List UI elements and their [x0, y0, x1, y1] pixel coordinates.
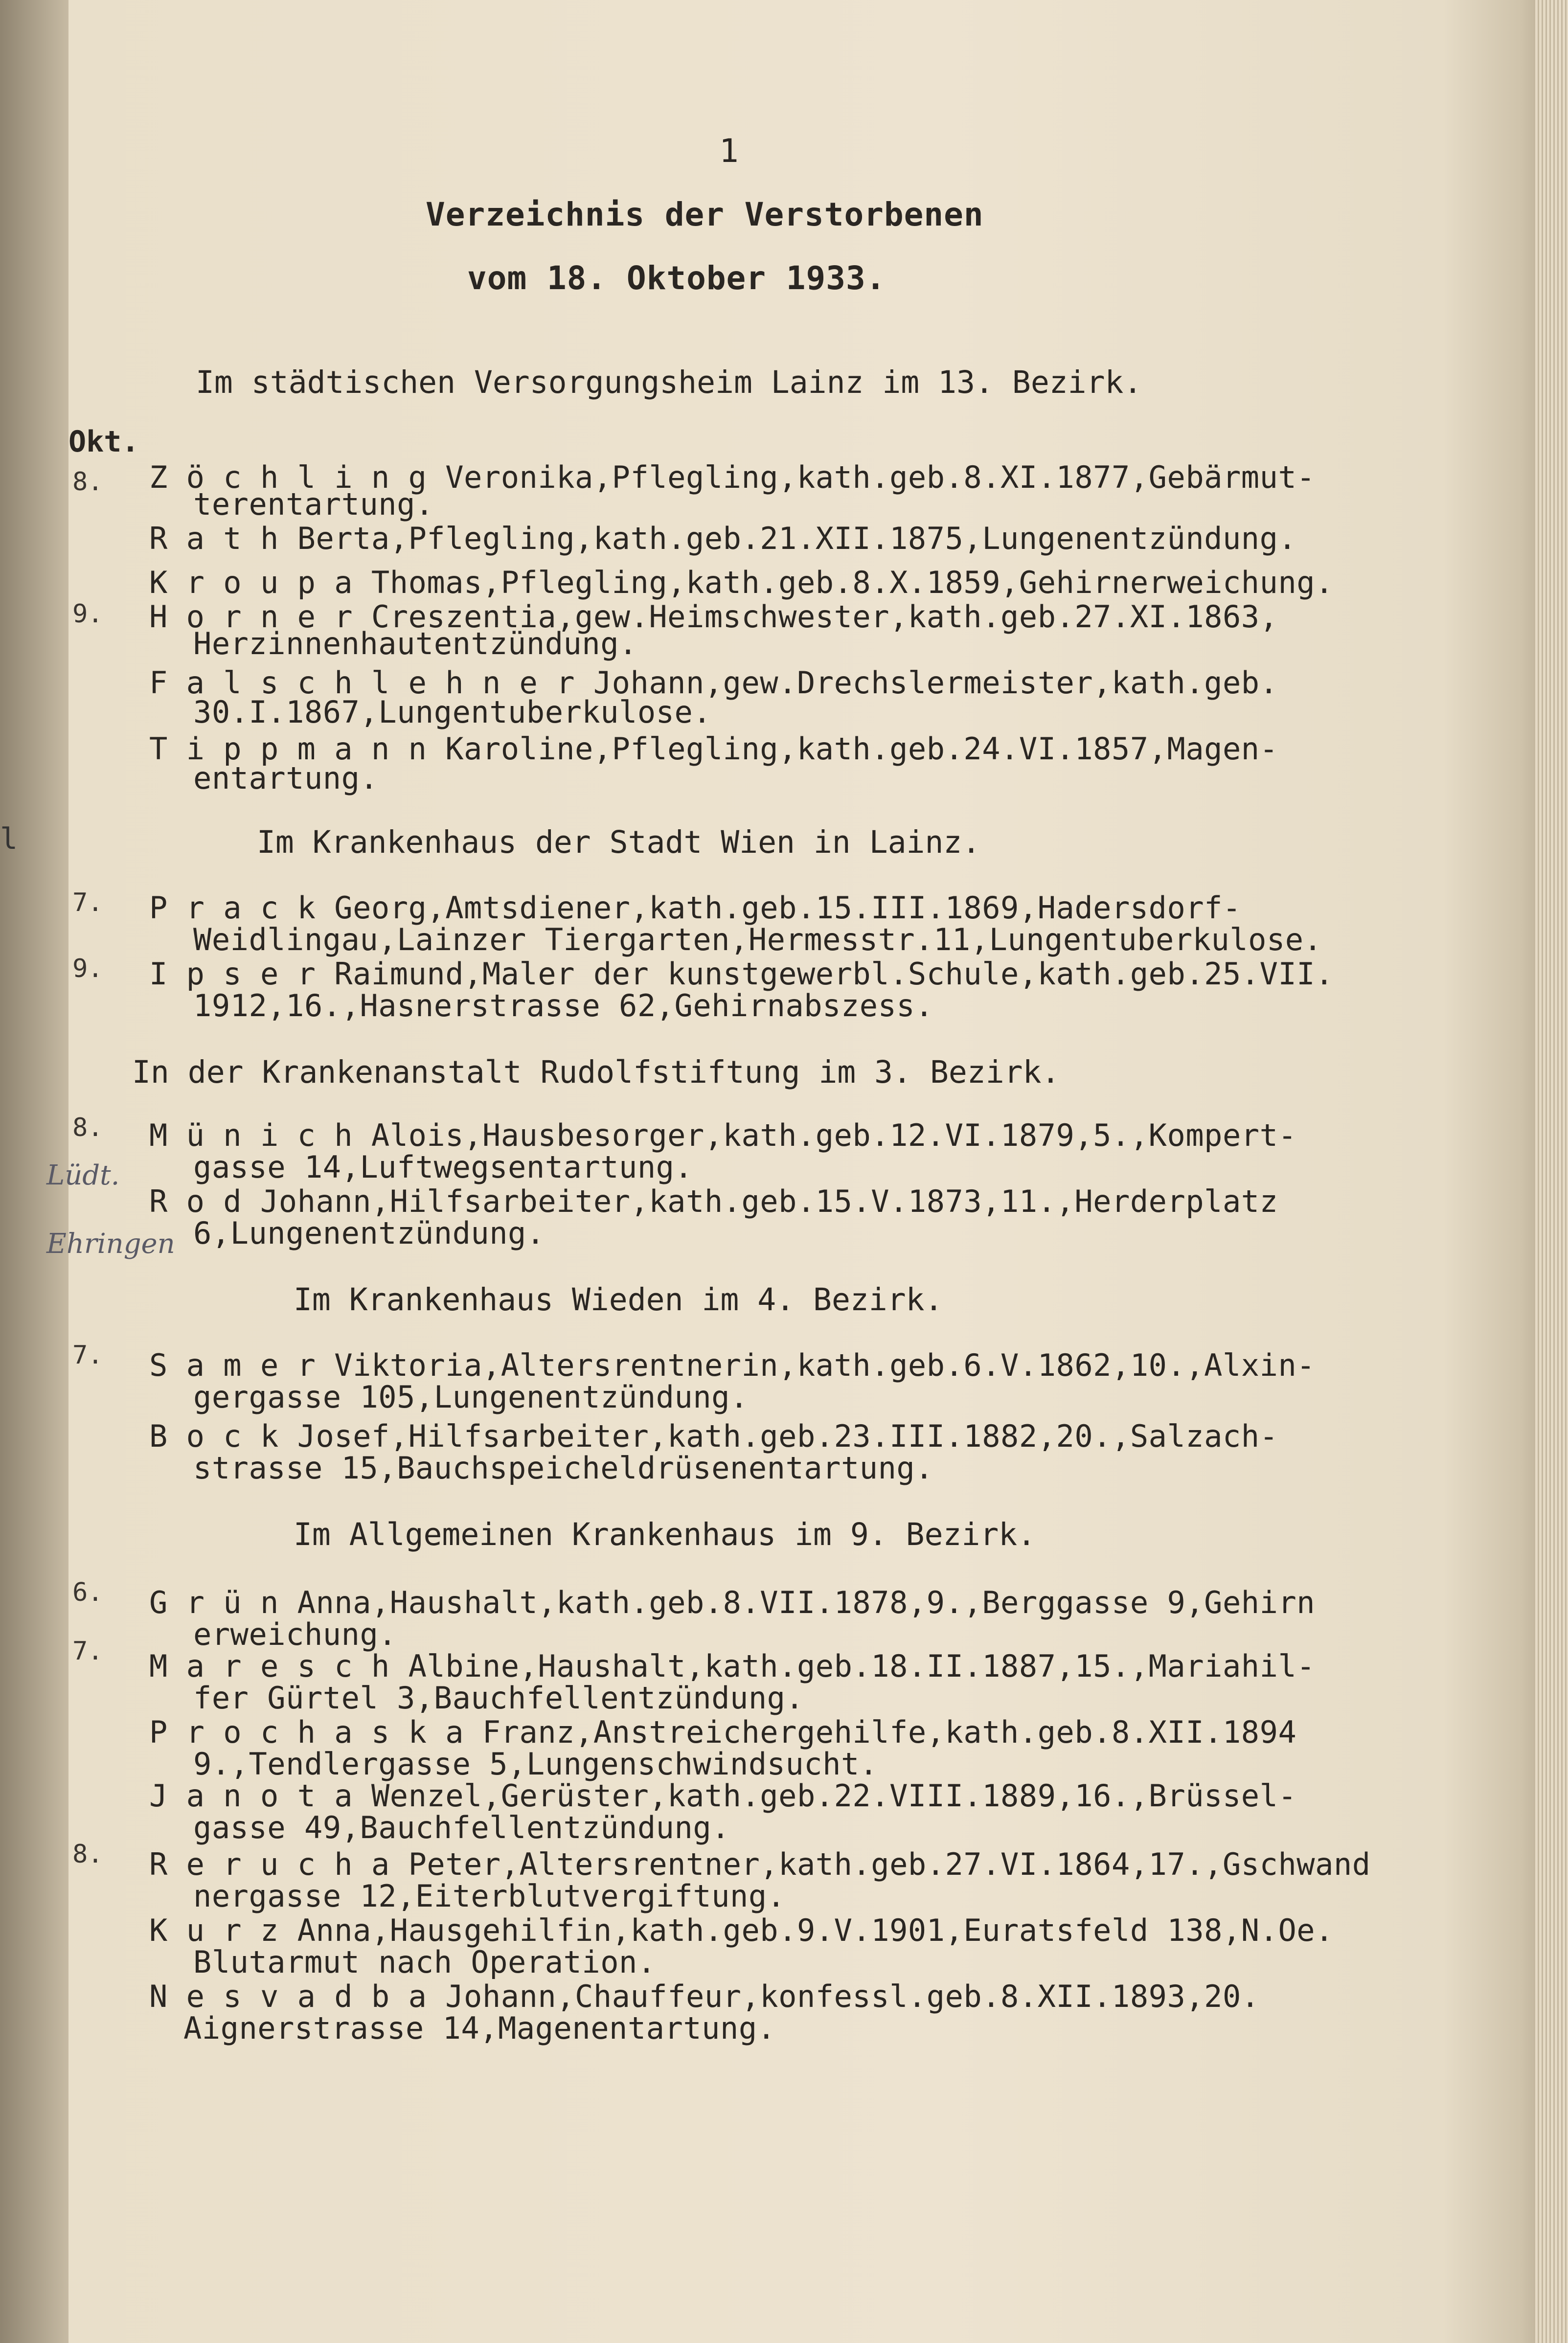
entry-day: 6.: [72, 1578, 103, 1607]
entry-line: 6,Lungenentzündung.: [193, 1215, 545, 1251]
entry-line: M ü n i c h Alois,Hausbesorger,kath.geb.12.VI.1879,5.,Kompert-: [149, 1117, 1297, 1153]
entry-line: 30.I.1867,Lungentuberkulose.: [193, 694, 712, 730]
section-heading: Im Krankenhaus der Stadt Wien in Lainz.: [257, 824, 981, 860]
entry-line: J a n o t a Wenzel,Gerüster,kath.geb.22.VIII.1889,16.,Brüssel-: [149, 1778, 1297, 1814]
entry-line: strasse 15,Bauchspeicheldrüsenentartung.: [193, 1450, 934, 1486]
entry-line: P r a c k Georg,Amtsdiener,kath.geb.15.III.1869,Hadersdorf-: [149, 890, 1241, 926]
entry-line: H o r n e r Creszentia,gew.Heimschwester,kath.geb.27.XI.1863,: [149, 599, 1278, 635]
entry-day: 8.: [72, 467, 103, 497]
entry-line: S a m e r Viktoria,Altersrentnerin,kath.geb.6.V.1862,10.,Alxin-: [149, 1347, 1316, 1383]
entry-line: F a l s c h l e h n e r Johann,gew.Drechslermeister,kath.geb.: [149, 665, 1278, 701]
entry-day: 7.: [72, 888, 103, 917]
document-title: Verzeichnis der Verstorbenen: [426, 196, 984, 233]
entry-line: N e s v a d b a Johann,Chauffeur,konfessl.geb.8.XII.1893,20.: [149, 1979, 1260, 2014]
entry-line: R a t h Berta,Pflegling,kath.geb.21.XII.1875,Lungenentzündung.: [149, 521, 1297, 556]
entry-line: B o c k Josef,Hilfsarbeiter,kath.geb.23.III.1882,20.,Salzach-: [149, 1418, 1278, 1454]
handwritten-margin-note: Lüdt.: [46, 1160, 120, 1191]
entry-line: M a r e s c h Albine,Haushalt,kath.geb.18.II.1887,15.,Mariahil-: [149, 1648, 1316, 1684]
entry-day: 8.: [72, 1113, 103, 1142]
entry-line: K u r z Anna,Hausgehilfin,kath.geb.9.V.1901,Euratsfeld 138,N.Oe.: [149, 1912, 1334, 1948]
entry-day: 7.: [72, 1341, 103, 1370]
entry-line: G r ü n Anna,Haushalt,kath.geb.8.VII.1878,9.,Berggasse 9,Gehirn: [149, 1585, 1316, 1620]
section-heading: Im Krankenhaus Wieden im 4. Bezirk.: [294, 1282, 943, 1318]
document-date: vom 18. Oktober 1933.: [467, 259, 886, 297]
entry-day: 8.: [72, 1840, 103, 1869]
entry-day: 9.: [72, 954, 103, 983]
entry-line: terentartung.: [193, 486, 434, 522]
entry-day: 7.: [72, 1637, 103, 1666]
side-mark: l: [0, 822, 18, 856]
entry-line: R e r u c h a Peter,Altersrentner,kath.geb.27.VI.1864,17.,Gschwand: [149, 1846, 1371, 1882]
entry-line: gergasse 105,Lungenentzündung.: [193, 1379, 749, 1415]
entry-line: erweichung.: [193, 1616, 397, 1652]
entry-line: nergasse 12,Eiterblutvergiftung.: [193, 1878, 786, 1914]
page-edges: [1534, 0, 1568, 2343]
section-heading: Im städtischen Versorgungsheim Lainz im 13. Bezirk.: [196, 364, 1142, 400]
entry-line: Herzinnenhautentzündung.: [193, 626, 637, 661]
page-number: 1: [719, 132, 739, 170]
entry-line: P r o c h a s k a Franz,Anstreichergehilfe,kath.geb.8.XII.1894: [149, 1714, 1297, 1750]
handwritten-margin-note: Ehringen: [46, 1228, 175, 1260]
entry-line: R o d Johann,Hilfsarbeiter,kath.geb.15.V.1873,11.,Herderplatz: [149, 1183, 1278, 1219]
entry-line: Weidlingau,Lainzer Tiergarten,Hermesstr.11,Lungentuberkulose.: [193, 922, 1322, 957]
entry-line: fer Gürtel 3,Bauchfellentzündung.: [193, 1680, 804, 1716]
entry-line: 1912,16.,Hasnerstrasse 62,Gehirnabszess.: [193, 988, 934, 1024]
entry-line: gasse 14,Luftwegsentartung.: [193, 1149, 693, 1185]
entry-line: K r o u p a Thomas,Pflegling,kath.geb.8.X.1859,Gehirnerweichung.: [149, 565, 1334, 600]
entry-line: T i p p m a n n Karoline,Pflegling,kath.geb.24.VI.1857,Magen-: [149, 731, 1278, 767]
entry-line: Aignerstrasse 14,Magenentartung.: [183, 2010, 776, 2046]
entry-line: Z ö c h l i n g Veronika,Pflegling,kath.geb.8.XI.1877,Gebärmut-: [149, 459, 1316, 495]
entry-line: I p s e r Raimund,Maler der kunstgewerbl.Schule,kath.geb.25.VII.: [149, 956, 1334, 992]
entry-line: gasse 49,Bauchfellentzündung.: [193, 1810, 730, 1845]
section-heading: In der Krankenanstalt Rudolfstiftung im 3. Bezirk.: [132, 1054, 1060, 1090]
entry-line: Blutarmut nach Operation.: [193, 1944, 656, 1980]
entry-line: 9.,Tendlergasse 5,Lungenschwindsucht.: [193, 1746, 878, 1782]
month-label: Okt.: [68, 425, 139, 459]
entry-line: entartung.: [193, 760, 379, 796]
entry-day: 9.: [72, 599, 103, 629]
section-heading: Im Allgemeinen Krankenhaus im 9. Bezirk.: [294, 1517, 1036, 1552]
